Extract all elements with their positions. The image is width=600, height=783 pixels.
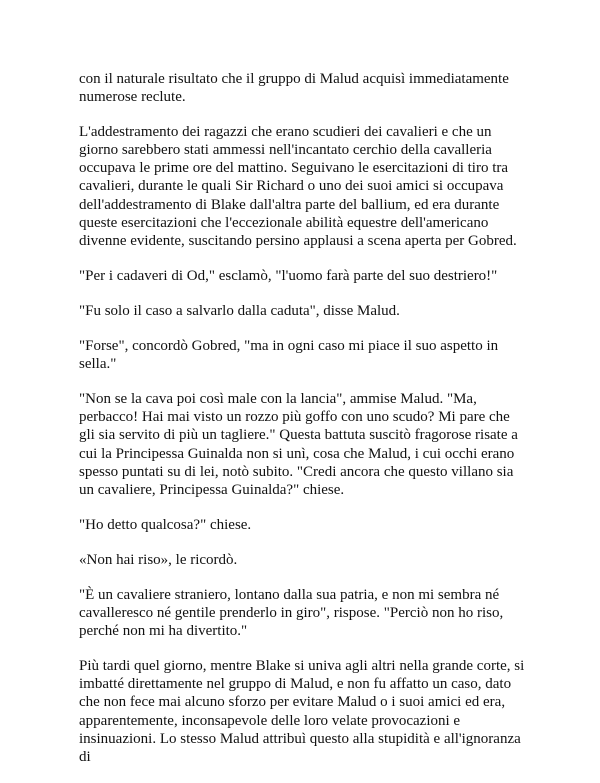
paragraph: "Forse", concordò Gobred, "ma in ogni caso mi piace il suo aspetto in sella." [79, 338, 499, 373]
paragraph: "Ho detto qualcosa?" chiese. [79, 516, 252, 533]
paragraph: Più tardi quel giorno, mentre Blake si univa agli altri nella grande corte, si imbatté direttamente nel gruppo di Malud, e non fu affatto un caso, dato che non fece mai alcuno sforzo per evitare Malud o i suoi amici ed era, apparentemente, inconsapevole delle loro velate provocazioni e insinuazioni. Lo stesso Malud attribuì questo alla stupidità e all'ignoranza di [79, 658, 525, 765]
document-page [79, 70, 529, 783]
paragraph: "Per i cadaveri di Od," esclamò, "l'uomo farà parte del suo destriero!" [79, 267, 498, 284]
paragraph: "Non se la cava poi così male con la lancia", ammise Malud. "Ma, perbacco! Hai mai visto un rozzo più goffo con uno scudo? Mi pare che gli sia servito di più un tagliere." Questa battuta suscitò fragorose risate a cui la Principessa Guinalda non si unì, cosa che Malud, i cui occhi erano spesso puntati su di lei, notò subito. "Credi ancora che questo villano sia un cavaliere, Principessa Guinalda?" chiese. [79, 391, 518, 498]
paragraph: "Fu solo il caso a salvarlo dalla caduta", disse Malud. [79, 302, 400, 319]
paragraph: L'addestramento dei ragazzi che erano scudieri dei cavalieri e che un giorno sarebbero stati ammessi nell'incantato cerchio della cavalleria occupava le prime ore del mattino. Seguivano le esercitazioni di tiro tra cavalieri, durante le quali Sir Richard o uno dei suoi amici si occupava dell'addestramento di Blake dall'altra parte del ballium, ed era durante queste esercitazioni che l'eccezionale abilità equestre dell'americano divenne evidente, suscitando persino applausi a scena aperta per Gobred. [79, 124, 517, 249]
paragraph: con il naturale risultato che il gruppo di Malud acquisì immediatamente numerose reclute. [79, 71, 509, 106]
paragraph: «Non hai riso», le ricordò. [79, 551, 238, 568]
paragraph: "È un cavaliere straniero, lontano dalla sua patria, e non mi sembra né cavalleresco né gentile prenderlo in giro", rispose. "Perciò non ho riso, perché non mi ha divertito." [79, 586, 504, 640]
